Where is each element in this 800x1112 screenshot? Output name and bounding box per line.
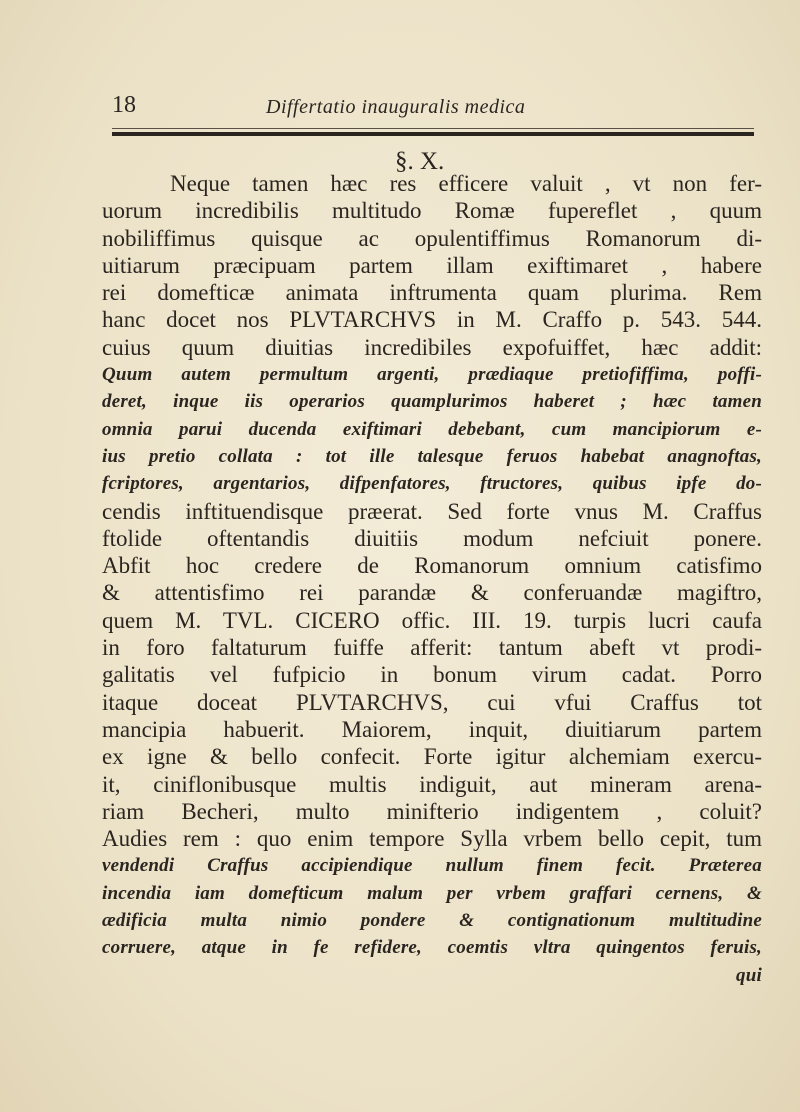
text-line: riam Becheri, multo minifterio indigentem , coluit? [102, 798, 762, 824]
text-line: Audies rem : quo enim tempore Sylla vrbem bello cepit, tum [102, 826, 762, 852]
text-line: in foro faltaturum fuiffe afferit: tantum abeft vt prodi- [102, 635, 762, 661]
running-head: Differtatio inauguralis medica [266, 96, 526, 118]
text-line: corruere, atque in fe refidere, coemtis vltra quingentos feruis, [102, 937, 762, 959]
text-line: quem M. TVL. CICERO offic. III. 19. turpis lucri caufa [102, 607, 762, 633]
text-line: cendis inftituendisque præerat. Sed forte vnus M. Craffus [102, 498, 762, 524]
header-rule [112, 132, 754, 136]
page-number: 18 [112, 92, 136, 118]
section-heading: §. X. [395, 148, 445, 175]
text-line: ftolide oftentandis diuitiis modum nefciuit ponere. [102, 525, 762, 551]
text-line: ex igne & bello confecit. Forte igitur alchemiam exercu- [102, 744, 762, 770]
text-line: ædificia multa nimio pondere & contignationum multitudine [102, 910, 762, 932]
text-line: Neque tamen hæc res efficere valuit , vt non fer- [170, 171, 762, 196]
text-line: qui [736, 964, 762, 986]
text-line: nobiliffimus quisque ac opulentiffimus Romanorum di- [102, 225, 762, 251]
text-line: uorum incredibilis multitudo Romæ fupereflet , quum [102, 198, 762, 224]
text-line: Abfit hoc credere de Romanorum omnium catisfimo [102, 553, 762, 579]
text-line: & attentisfimo rei parandæ & conferuandæ magiftro, [102, 580, 762, 606]
text-line: uitiarum præcipuam partem illam exiftimaret , habere [102, 252, 762, 278]
text-line: vendendi Craffus accipiendique nullum finem fecit. Præterea [102, 855, 762, 877]
text-line: Quum autem permultum argenti, prædiaque pretiofiffima, poffi- [102, 364, 762, 386]
header-thin-rule [112, 128, 754, 129]
text-line: mancipia habuerit. Maiorem, inquit, diuitiarum partem [102, 716, 762, 742]
text-line: ius pretio collata : tot ille talesque feruos habebat anagnoftas, [102, 445, 762, 467]
page-header [112, 92, 752, 126]
text-line: itaque doceat PLVTARCHVS, cui vfui Craffus tot [102, 689, 762, 715]
text-line: deret, inque iis operarios quamplurimos haberet ; hæc tamen [102, 391, 762, 413]
text-line: omnia parui ducenda exiftimari debebant, cum mancipiorum e- [102, 418, 762, 440]
text-line: incendia iam domefticum malum per vrbem graffari cernens, & [102, 882, 762, 904]
text-line: it, ciniflonibusque multis indiguit, aut mineram arena- [102, 771, 762, 797]
text-line: rei domefticæ animata inftrumenta quam plurima. Rem [102, 280, 762, 306]
text-line: cuius quum diuitias incredibiles expofuiffet, hæc addit: [102, 334, 762, 360]
text-line: hanc docet nos PLVTARCHVS in M. Craffo p. 543. 544. [102, 307, 762, 333]
text-line: galitatis vel fufpicio in bonum virum cadat. Porro [102, 662, 762, 688]
body-text [102, 170, 762, 989]
text-line: fcriptores, argentarios, difpenfatores, ftructores, quibus ipfe do- [102, 473, 762, 495]
